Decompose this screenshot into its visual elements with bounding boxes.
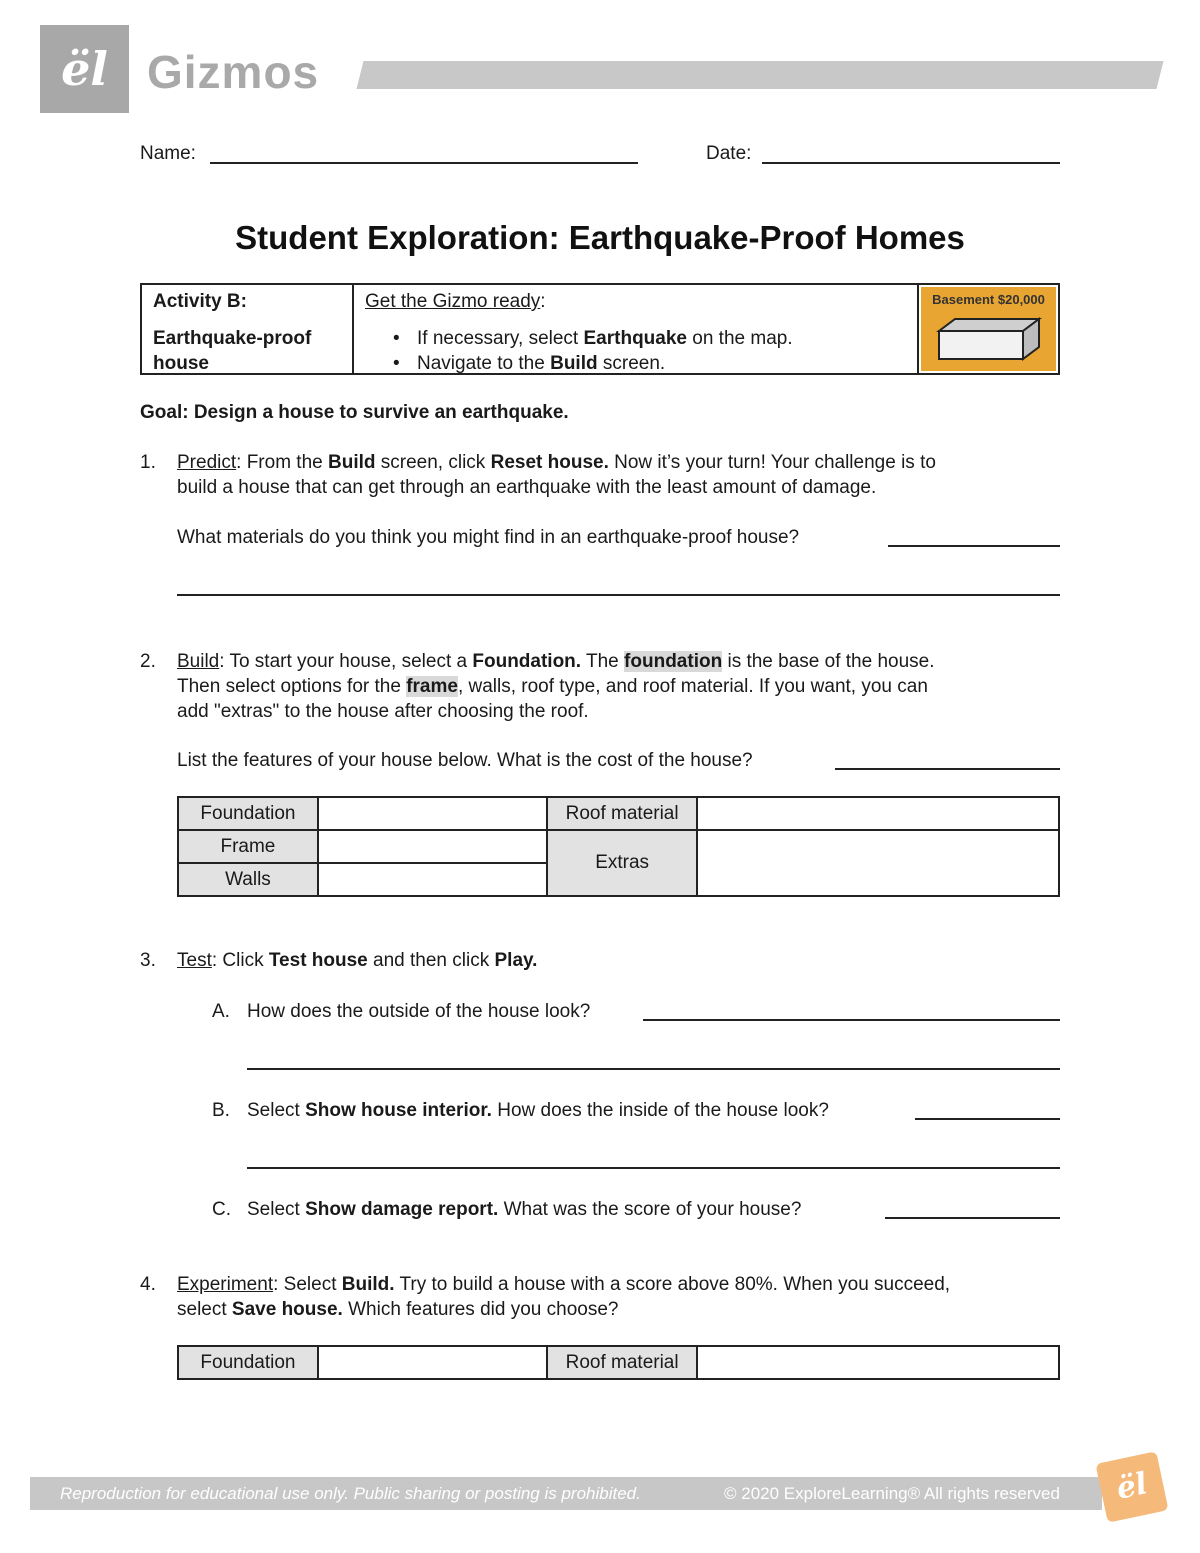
q3b-answer-line-2[interactable] <box>247 1167 1060 1169</box>
q3a-letter: A. <box>212 1001 230 1022</box>
q2-cost-answer-line[interactable] <box>835 768 1060 770</box>
footer-logo-mark: ël <box>1113 1466 1151 1507</box>
q4-prompt: Experiment: Select Build. Try to build a house with a score above 80%. When you succeed, select Save house. Which features did you choose? <box>177 1274 951 1320</box>
brand-name: Gizmos <box>147 46 320 98</box>
basement-image-cell <box>919 285 1058 373</box>
logo-mark: ël <box>61 42 108 96</box>
q4-roof-material-header: Roof material <box>547 1346 697 1379</box>
q2-foundation-cell[interactable] <box>318 797 547 830</box>
q2-foundation-header: Foundation <box>178 797 318 830</box>
q3a-answer-line-2[interactable] <box>247 1068 1060 1070</box>
activity-label: Activity B: <box>153 291 247 312</box>
goal-statement: Goal: Design a house to survive an earthquake. <box>140 402 569 423</box>
name-label: Name: <box>140 143 196 164</box>
q1-question: What materials do you think you might find in an earthquake-proof house? <box>177 527 800 548</box>
name-field[interactable] <box>210 162 638 164</box>
date-label: Date: <box>706 143 752 164</box>
basement-label: Basement $20,000 <box>932 292 1045 307</box>
q4-foundation-header: Foundation <box>178 1346 318 1379</box>
q4-foundation-cell[interactable] <box>318 1346 547 1379</box>
q3a-answer-line-1[interactable] <box>643 1019 1060 1021</box>
q2-extras-cell[interactable] <box>697 830 1059 896</box>
q4-number: 4. <box>140 1274 156 1295</box>
footer-copyright: © 2020 ExploreLearning® All rights reserved <box>724 1484 1060 1503</box>
q3c-answer-line[interactable] <box>885 1217 1060 1219</box>
q3b-answer-line-1[interactable] <box>915 1118 1060 1120</box>
q3c-question: Select Show damage report. What was the score of your house? <box>247 1199 802 1220</box>
basement-image <box>921 287 1056 371</box>
q1-answer-line-2[interactable] <box>177 594 1060 596</box>
q1-number: 1. <box>140 452 156 473</box>
q3-prompt: Test: Click Test house and then click Play. <box>177 950 538 971</box>
q2-roof-material-cell[interactable] <box>697 797 1059 830</box>
q2-walls-cell[interactable] <box>318 863 547 896</box>
footer-notice: Reproduction for educational use only. Public sharing or posting is prohibited. <box>60 1484 641 1503</box>
q2-frame-header: Frame <box>178 830 318 863</box>
gizmos-logo <box>40 25 129 113</box>
q3b-letter: B. <box>212 1100 230 1121</box>
page-title: Student Exploration: Earthquake-Proof Homes <box>235 219 965 256</box>
activity-instructions-cell: Get the Gizmo ready: • If necessary, select Earthquake on the map. • Navigate to the Build screen. <box>354 285 919 373</box>
q2-question: List the features of your house below. What is the cost of the house? <box>177 750 753 771</box>
q3-number: 3. <box>140 950 156 971</box>
date-field[interactable] <box>762 162 1060 164</box>
header-bar <box>357 61 1164 89</box>
q4-roof-material-cell[interactable] <box>697 1346 1059 1379</box>
activity-label-cell <box>142 285 354 373</box>
footer-logo-icon <box>1095 1451 1168 1523</box>
q2-roof-material-header: Roof material <box>547 797 697 830</box>
q3b-question: Select Show house interior. How does the inside of the house look? <box>247 1100 829 1121</box>
q1-answer-line-1[interactable] <box>888 545 1060 547</box>
q2-prompt: Build: To start your house, select a Foundation. The foundation is the base of the house. Then select options for the frame, walls, roof type, and roof material. If you want, you can add "extras" to the house after choosing the roof. <box>177 651 935 722</box>
basement-box-icon <box>935 315 1043 365</box>
q2-frame-cell[interactable] <box>318 830 547 863</box>
activity-table <box>140 283 1060 375</box>
q2-features-table <box>177 796 1060 897</box>
q3a-question: How does the outside of the house look? <box>247 1001 591 1022</box>
ready-heading: Get the Gizmo ready <box>365 291 541 312</box>
q4-features-table <box>177 1345 1060 1380</box>
q1-prompt: Predict: From the Build screen, click Reset house. Now it’s your turn! Your challenge is to build a house that can get through an earthquake with the least amount of damage. <box>177 452 936 498</box>
q2-extras-header: Extras <box>547 830 697 896</box>
ready-bullet-1: • If necessary, select Earthquake on the map. <box>393 328 793 349</box>
ready-bullet-2: • Navigate to the Build screen. <box>393 353 666 374</box>
q2-walls-header: Walls <box>178 863 318 896</box>
activity-name: Earthquake-proof house <box>153 328 312 374</box>
q3c-letter: C. <box>212 1199 231 1220</box>
q2-number: 2. <box>140 651 156 672</box>
